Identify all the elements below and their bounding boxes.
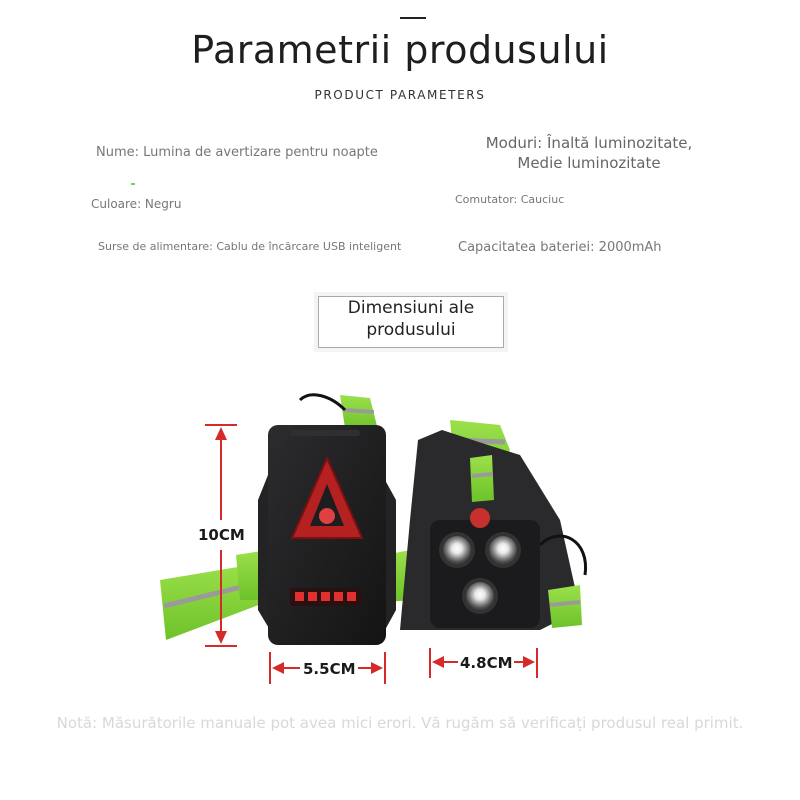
param-power: Surse de alimentare: Cablu de încărcare USB inteligent <box>98 240 402 253</box>
dimensions-heading-line2: produsului <box>366 320 456 340</box>
right-device <box>400 420 586 630</box>
page-title: Parametrii produsului <box>191 28 609 72</box>
dimensions-heading-line1: Dimensiuni ale <box>347 298 475 318</box>
param-switch: Comutator: Cauciuc <box>455 193 565 206</box>
param-modes-line1: Moduri: Înaltă luminozitate, <box>485 134 693 152</box>
width-right-label: 4.8CM <box>460 654 513 672</box>
param-color: Culoare: Negru <box>91 197 182 211</box>
disclaimer-note: Notă: Măsurătorile manuale pot avea mici erori. Vă rugăm să verificați produsul real primit. <box>56 714 744 732</box>
param-name: Nume: Lumina de avertizare pentru noapte <box>96 145 378 160</box>
param-modes-line2: Medie luminozitate <box>517 154 661 172</box>
page-subtitle: PRODUCT PARAMETERS <box>314 88 486 102</box>
left-device-body <box>258 425 396 645</box>
height-label: 10CM <box>198 526 245 544</box>
param-battery: Capacitatea bateriei: 2000mAh <box>458 240 662 255</box>
width-left-label: 5.5CM <box>303 660 356 678</box>
